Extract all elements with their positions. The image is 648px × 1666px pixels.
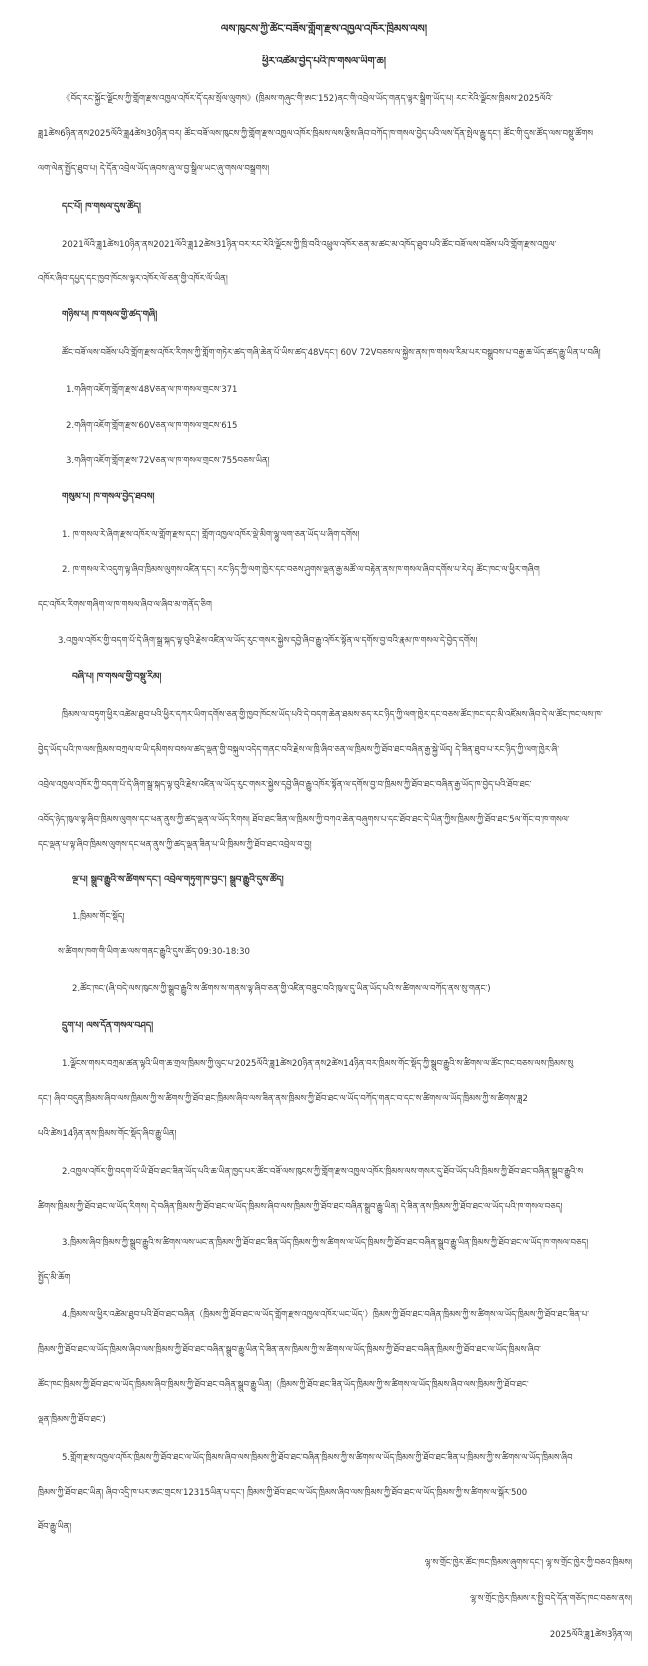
list-item: 1.གཞིག་འཇོག་གློག་རྫས་48Vཅན་ལ་ཁ་གསལ་གྲངས་371 <box>66 385 238 395</box>
section-line: པའི་ཚེས14ཉིན་ནས་ཁྲིམས་གོང་སྡོད་ཞིབ་རྒྱུ་ཡིན། <box>38 1129 177 1139</box>
section-heading: དྲུག་པ། ལས་དོན་གསལ་བཤད། <box>62 1021 154 1031</box>
section-heading: གསུམ་པ། ཁ་གསལ་བྱེད་ཐབས། <box>62 492 155 502</box>
section-line: འབྲེལ་འཁྱལ་འཁོར་ཀྱི་བདག་པོ་དེ་ཞིག་སྒྲ་སྐད་ལྟ་བུའི་རྗེས་འཛིན་ལ་ཡོད་རུང་གསར་སྐྱེས་དབྱེ་ཞིབ་རྒྱུ་འཁོར་སྟོན་ལ་དགོས་བྱ་བ་ཁྲིམས་ཀྱི་ཐོབ་ཐང་བཞིན་རྒྱ་ཡོད་ཁ་བྱེད་པའི་ཐོབ་ཐང་ <box>38 780 532 790</box>
section-line: ས་ཚིགས་ཁག་གི་ཡིག་ཆ་ལས་གནང་རྒྱུའི་དུས་ཚོད་09:30-18:30 <box>58 947 250 957</box>
section-line: ཁྲིམས་ཀྱི་ཐོབ་ཐང་ལ་ཡོད་ཁྲིམས་ཞིབ་ལས་ཁྲིམས་ཀྱི་ཐོབ་ཐང་བཞིན་སྒྲུབ་རྒྱུ་ཡིན་དེ་ཟིན་ནས་ཁྲིམས་ཀྱི་ས་ཚིགས་ལ་ཡོད་ཁྲིམས་ཀྱི་ཐོབ་ཐང་བཞིན་ཁྲིམས་ཀྱི་ཐོབ་ཐང་ལ་ཡོད་ཁྲིམས་ཞིབ་ <box>38 1345 541 1355</box>
section-line: ཚིགས་ཁྲིམས་ཀྱི་ཐོབ་ཐང་ལ་ཡོད་རིགས། དེ་བཞིན་ཁྲིམས་ཀྱི་ཐོབ་ཐང་ལ་ཡོད་ཁྲིམས་ཞིབ་ལས་ཁྲིམས་ཀྱི་ཐོབ་ཐང་བཞིན་སྒྲུབ་རྒྱུ་ཡིན། དེ་ཟིན་ནས་ཁྲིམས་ཀྱི་ཐོབ་ཐང་ལ་ཡོད་པའི་ཁ་གསལ་བཅད། <box>38 1202 563 1212</box>
section-line: ལྡན་ཁྲིམས་ཀྱི་ཐོབ་ཐང་) <box>38 1415 106 1425</box>
list-item: 2.གཞིག་འཇོག་གློག་རྫས་60Vཅན་ལ་ཁ་གསལ་གྲངས་615 <box>66 421 238 431</box>
list-item: 5.གློག་རྫས་འཁྱལ་འཁོར་ཁྲིམས་ཀྱི་ཐོབ་ཐང་ལ་ཡོད་ཁྲིམས་ཞིབ་ལས་ཁྲིམས་ཀྱི་ཐོབ་ཐང་བཞིན་ཁྲིམས་ཀྱི་ས་ཚིགས་ལ་ཡོད་ཁྲིམས་ཀྱི་ཐོབ་ཐང་ཟིན་པ་ཁྲིམས་ཀྱི་ས་ཚིགས་ལ་ཡོད་ཁྲིམས་ཞིབ <box>62 1453 573 1463</box>
list-item: 3.གཞིག་འཇོག་གློག་རྫས་72Vཅན་ལ་ཁ་གསལ་གྲངས་755བཅས་ཡིན། <box>66 456 270 466</box>
section-line: ཚོང་བཟོ་ལས་བཟོས་པའི་གློག་རྫས་འཁོར་རིགས་ཀྱི་གློག་གཏེར་ཚད་གཞི་ཆེན་པོ་ཡིས་ཚད་48Vདང༌། 60V 72Vབཅས་ལ་སྐྱེས་ནས་ཁ་གསལ་རིམ་པར་བསྒྲུབས་པ་བརྒྱ་ཆ་ཡོད་ཚད་རྒྱུ་ཡིན་པ་བཞི། <box>62 348 601 358</box>
intro-line: ཟླ1ཚེས6ཉིན་ནས2025ལོའི་ཟླ4ཚེས30ཉིན་བར། ཚོང་བཟོ་ལས་ཁུངས་ཀྱི་གློག་རྫས་འཁྱལ་འཁོར་ཁྲིམས་ལས་རྩིས་ཞིབ་བཀོད་ཁ་གསལ་བྱེད་པའི་ལས་དོན་སྤེལ་རྒྱུ་དང༌། ཚོང་གི་དུས་ཚོད་ལས་བསྡུ་ཚོགས <box>38 129 593 139</box>
list-item: 4.ཁྲིམས་ལ་ཕྱིར་འཚེམ་ཐུབ་པའི་ཐོབ་ཐང་བཞིན（ཁྲིམས་ཀྱི་ཐོབ་ཐང་ལ་ཡོད་གློག་རྫས་འཁྱལ་འཁོར་ཡང་ཡོད་）ཁྲིམས་ཀྱི་ཐོབ་ཐང་བཞིན་ཁྲིམས་ཀྱི་ས་ཚིགས་ལ་ཡོད་ཁྲིམས་ཀྱི་ཐོབ་ཐང་ཟིན་པ་ <box>62 1310 589 1320</box>
section-line: ཐོབ་རྒྱུ་ཡིན། <box>38 1522 72 1532</box>
signature-issuer: ལྷ་ས་གྲོང་ཁྱེར་ཁྲིམས་ར་སྤྱི་བདེ་དོན་གཅོད་ཁང་བཅས་ནས། <box>470 1594 632 1604</box>
section-heading: གཉིས་པ། ཁ་གསལ་གྱི་ཚད་གཞི། <box>62 310 158 320</box>
section-line: ཁྲིམས་ཀྱི་ཐོབ་ཐང་ཡིན། ཞིབ་འདྲི་ཁ་པར་ཨང་གྲངས་12315ཡིན་པ་དང༌། ཁྲིམས་ཀྱི་ཐོབ་ཐང་ལ་ཡོད་ཁྲིམས་ཞིབ་ལས་ཁྲིམས་ཀྱི་ཐོབ་ཐང་ལ་ཡོད་ཁྲིམས་ཀྱི་ས་ཚིགས་ལ་སྒོར་500 <box>38 1488 528 1498</box>
section-heading: བཞི་པ། ཁ་གསལ་གྱི་བསྡུ་རིམ། <box>72 672 162 682</box>
section-line: ཚོང་ཁང་ཁྲིམས་ཀྱི་ཐོབ་ཐང་ལ་ཡོད་ཁྲིམས་ཞིབ་ཁྲིམས་ཀྱི་ཐོབ་ཐང་བཞིན་སྒྲུབ་རྒྱུ་ཡིན།（ཁྲིམས་ཀྱི་ཐོབ་ཐང་ཟིན་ཡོད་ཁྲིམས་ཀྱི་ས་ཚིགས་ལ་ཡོད་ཁྲིམས་ཞིབ་ལས་ཁྲིམས་ཀྱི་ཐོབ་ཐང་ <box>38 1380 529 1390</box>
document-subtitle: ཕྱིར་འཚེམ་བྱེད་པའི་ཁ་གསལ་ཡིག་ཆ། <box>262 56 386 67</box>
list-item: 2.ཚོང་ཁང་(ཞི་བདེ་ལས་ཁུངས་ཀྱི་སྒྲུབ་རྒྱུའི་ས་ཚིགས་ས་གནས་ལྟ་ཞིབ་ཅན་གྱི་འཛིན་བཟུང་བའི་ཁུལ་དུ་ཡིན་ཡོད་པའི་ས་ཚིགས་ལ་བཀོད་ནས་སུ་གནང་) <box>72 984 491 994</box>
section-line: བྱེད་ཡོད་པའི་ཁ་ལས་ཁྲིམས་བཀྲལ་བ་ཡི་དམིགས་བསལ་ཚད་ལྡན་གྱི་བསྐུལ་འདེད་གནང་བའི་རྗེས་ལ་ཁྲི་ཞིབ་ཅན་ལ་ཁྲིམས་ཀྱི་ཐོབ་ཐང་བཞིན་རྒྱ་སྐྱེ་ཡོད། དེ་ཟིན་ཐུབ་པ་རང་ཉིད་ཀྱི་ལག་ཁྱེར་ཞི་ <box>38 745 560 755</box>
section-line: སྤྱོད་མི་ཆོག <box>38 1273 71 1283</box>
section-line: དང༌། ཞིབ་བདུན་ཁྲིམས་ཞིབ་ལས་ཁྲིམས་ཀྱི་ས་ཚིགས་ཀྱི་ཐོབ་ཐང་ཁྲིམས་ཞིབ་ལས་ཟིན་ནས་ཁྲིམས་ཀྱི་ཐོབ་ཐང་ལ་ཡོད་བཀོད་གནང་བ་དང་ས་ཚིགས་ལ་ཡོད་ཁྲིམས་ཀྱི་ས་ཚིགས་ཟླ2 <box>38 1094 528 1104</box>
section-heading: དང་པོ། ཁ་གསལ་དུས་ཚོད། <box>62 202 141 212</box>
section-line: འབོད་ཉེད་ཁུལ་ལྟ་ཞིབ་ཁྲིམས་ལུགས་དང་ཕན་ནུས་ཀྱི་ཚད་ལྡན་ལ་ཡོད་རིགས། ཐོབ་ཐང་ཟིན་ལ་ཁྲིམས་ཀྱི་བཀའ་ཆེན་བཞུགས་པ་དང་ཐོབ་ཐང་དེ་ཡིན་ཀྱིས་ཁྲིམས་ཀྱི་ཐོབ་ཐང་5ལ་གོང་བ་ཁ་གསལ་ <box>38 815 570 825</box>
list-item: 1. ཁ་གསལ་རེ་ཞིག་རྫས་འཁོར་ལ་གློག་རྫས་དང་། གློག་འཁྱལ་འཁོར་ལྡེ་མིག་ལྷུ་ལག་ཅན་ཡོད་པ་ཞིག་དགོས། <box>62 530 360 540</box>
section-line: དང་འཁོར་རིགས་གཞིག་ལ་ཁ་གསལ་ཞིབ་ལ་ཞིབ་མ་གནོད་ཅིག <box>38 600 212 610</box>
document-title: ལས་ཁུངས་ཀྱི་ཚོང་བཟོས་གློག་རྫས་འཁྱལ་འཁོར་ཁྲིམས་ལས། <box>220 23 428 35</box>
section-line: དང་ལྡན་པ་ལྟ་ཞིབ་ཁྲིམས་ལུགས་དང་ཕན་ནུས་ཀྱི་ཚད་ལྡན་ཟིན་པ་ཡི་ཁྲིམས་ཀྱི་ཐོབ་ཐང་འབྲེལ་བ་བྱ། <box>38 840 312 850</box>
signature-date: 2025ལོའི་ཟླ1ཚེས3ཉིན་ལ། <box>549 1630 632 1640</box>
list-item: 2. ཁ་གསལ་རེ་འདུག་ལྟ་ཞིབ་ཁྲིམས་ལུགས་འཛིན་དང་། རང་ཉིད་ཀྱི་ལག་ཁྱེར་དང་བཅས་ཤུགས་ལྡན་རྒྱ་མཚོ་ལ་བརྟེན་ནས་ཁ་གསལ་ཞིབ་དགོས་པ་རེད། ཚོང་ཁང་ལ་ཕྱིར་གཞིག <box>62 565 540 575</box>
section-line: འཁོར་ཞིབ་དཔྱད་དང་ཁྱབ་ཁོངས་ལྟར་འཁོར་ལོ་ཅན་གྱི་འཁོར་ལོ་ཡིན། <box>38 274 228 284</box>
list-item: 3.ཁྲིམས་ཞིབ་ཁྲིམས་ཀྱི་སྒྲུབ་རྒྱུའི་ས་ཚིགས་ལས་ཡང་ན་ཁྲིམས་ཀྱི་ཐོབ་ཐང་ཟིན་ཡོད་ཁྲིམས་ཀྱི་ས་ཚིགས་ལ་ཡོད་ཁྲིམས་ཀྱི་ཐོབ་ཐང་བཞིན་སྒྲུབ་རྒྱུ་ཡིན་ཁྲིམས་ཀྱི་ཐོབ་ཐང་ལ་ཡོད་ཁ་གསལ་བཅད། <box>62 1238 589 1248</box>
intro-line: 《བོད་རང་སྐྱོང་ལྗོངས་ཀྱི་གློག་རྫས་འཁྱལ་འཁོར་དོ་དམ་སྲོལ་ལུགས》(ཁྲིམས་གཞུང་གི་ཨང་152)ནང་གི་འབྲེལ་ཡོད་གནད་ལྟར་སྒྲིག་ཡོད་པ། རང་རེའི་ལྗོངས་ཁྲིམས་2025ལོའི་ <box>62 94 553 104</box>
list-item: 1.ལྗོངས་གསར་བཀྲམ་ཚན་ལྟའི་ཡིག་ཆ་གྲལ་ཁྲིམས་ཀྱི་ལུང་པ་2025ལོའི་ཟླ1ཚེས20ཉིན་ནས2ཚེས14ཉིན་བར་ཁྲིམས་གོང་སྡོད་ཀྱི་སྒྲུབ་རྒྱུའི་ས་ཚིགས་ལ་ཚོང་ཁང་བཅས་ལས་ཁྲིམས་སུ <box>62 1059 574 1069</box>
section-heading: ལྔ་པ། སྒྲུབ་རྒྱུའི་ས་ཚིགས་དང་། འབྲེལ་གཏུག་ཁ་བྱང་། སྒྲུབ་རྒྱུའི་དུས་ཚོད། <box>72 875 284 885</box>
list-item: 2.འཁྱལ་འཁོར་གྱི་བདག་པོ་ཡི་ཐོབ་ཐང་ཟིན་ཡོད་པའི་ཆ་ཡིན་ཁྱད་པར་ཚོང་བཟོ་ལས་ཁུངས་ཀྱི་གློག་རྫས་འཁྱལ་འཁོར་ཁྲིམས་ལས་གསར་དུ་ཐོབ་ཡོད་པའི་ཁྲིམས་ཀྱི་ཐོབ་ཐང་བཞིན་སྒྲུབ་རྒྱུའི་ས <box>62 1167 584 1177</box>
list-item: 1.ཁྲིམས་གོང་སྡོད། <box>72 912 125 922</box>
intro-line: ལག་ལེན་སྤྱོད་ཐུབ་པ། དེ་དོན་འབྲེལ་ཡོད་ཞབས་ཞུ་ལ་བྱ་སྒྲིལ་ཡང་ཞུ་གསལ་བསྒྲགས། <box>38 164 270 174</box>
section-line: ཁྲིམས་ལ་བཏུག་ཕྱིར་འཚེམ་ཐུབ་པའི་ཕྱིར་དཀར་ཡིག་དགོས་ཅན་གྱི་ཁྱབ་ཁོངས་ཡོད་པའི་དེ་བདག་ཆེན་ཐམས་ཅད་རང་ཉིད་ཀྱི་ལག་ཁྱེར་དང་བཅས་ཚོང་ཁང་དང་མི་འཛོམས་ཞིབ་དེ་ལ་ཚོང་ཁང་ལས་ཁ་ <box>62 710 603 720</box>
list-item: 3.འཁྱལ་འཁོར་གྱི་བདག་པོ་དེ་ཞིག་སྒྲ་སྐད་ལྟ་བུའི་རྗེས་འཛིན་ལ་ཡོད་རུང་གསར་སྐྱེས་དབྱེ་ཞིབ་རྒྱུ་འཁོར་སྟོན་ལ་དགོས་བྱ་བའི་རྣམ་ཁ་གསལ་དེ་བྱེད་དགོས། <box>58 636 478 646</box>
section-line: 2021ལོའི་ཟླ1ཚེས10ཉིན་ནས2021ལོའི་ཟླ12ཚེས31ཉིན་བར་རང་རེའི་ལྗོངས་ཀྱི་ཁྲི་བའི་འཕྲུལ་འཁོར་ཅན་མ་ཚང་མ་འཁོད་ཐུབ་པའི་ཚོང་བཟོ་ལས་བཟོས་པའི་གློག་རྫས་འཁྱལ་ <box>62 240 557 250</box>
signature-issuer: ལྷ་ས་གྲོང་ཁྱེར་ཚོང་ཁང་ཁྲིམས་ཞུགས་དང་། ལྷ་ས་གྲོང་ཁྱེར་ཀྱི་བཅའ་ཁྲིམས། <box>424 1558 632 1568</box>
